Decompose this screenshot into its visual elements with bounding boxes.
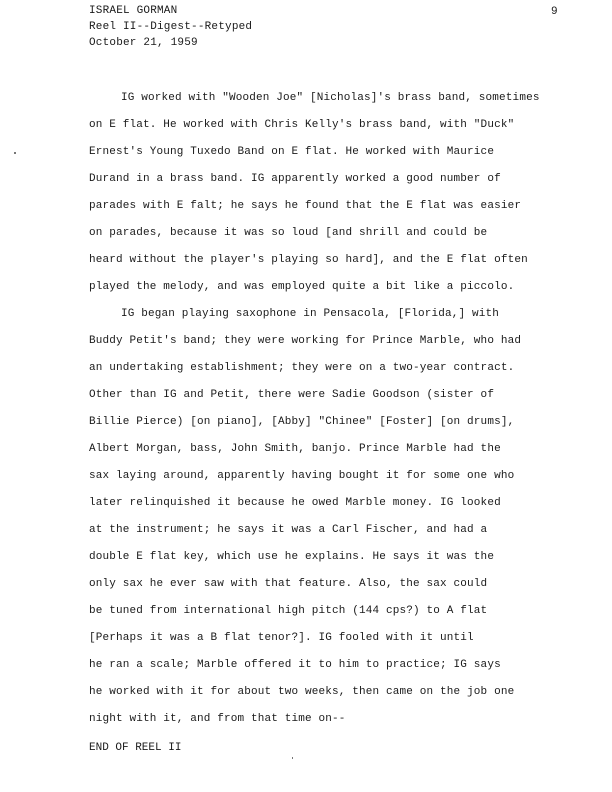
text-line: an undertaking establishment; they were on a two-year contract. (89, 362, 515, 374)
text-line: only sax he ever saw with that feature. Also, the sax could (89, 578, 488, 590)
text-line: Albert Morgan, bass, John Smith, banjo. Prince Marble had the (89, 443, 501, 455)
text-line: on parades, because it was so loud [and shrill and could be (89, 227, 488, 239)
end-of-reel-note: END OF REEL II (89, 742, 182, 754)
paragraph (89, 301, 559, 733)
text-line: later relinquished it because he owed Marble money. IG looked (89, 497, 501, 509)
text-line: played the melody, and was employed quite a bit like a piccolo. (89, 281, 515, 293)
text-line: sax laying around, apparently having bought it for some one who (89, 470, 515, 482)
interview-date: October 21, 1959 (89, 37, 198, 49)
text-line: on E flat. He worked with Chris Kelly's brass band, with "Duck" (89, 119, 515, 131)
page-header (89, 3, 252, 51)
reel-label: Reel II--Digest--Retyped (89, 21, 253, 33)
text-line: he worked with it for about two weeks, then came on the job one (89, 686, 515, 698)
text-line: Billie Pierce) [on piano], [Abby] "Chinee" [Foster] [on drums], (89, 416, 515, 428)
body-text (89, 85, 559, 733)
scan-speck (14, 152, 16, 154)
interviewee-name: ISRAEL GORMAN (89, 5, 178, 17)
text-line: Buddy Petit's band; they were working for Prince Marble, who had (89, 335, 522, 347)
text-line: [Perhaps it was a B flat tenor?]. IG fooled with it until (89, 632, 474, 644)
text-line: at the instrument; he says it was a Carl Fischer, and had a (89, 524, 488, 536)
text-line: parades with E falt; he says he found that the E flat was easier (89, 200, 522, 212)
text-line: IG began playing saxophone in Pensacola, [Florida,] with (121, 308, 500, 320)
paragraph (89, 85, 559, 301)
text-line: he ran a scale; Marble offered it to him to practice; IG says (89, 659, 501, 671)
text-line: be tuned from international high pitch (144 cps?) to A flat (89, 605, 488, 617)
page-number: 9 (551, 6, 558, 18)
text-line: night with it, and from that time on-- (89, 713, 346, 725)
text-line: Ernest's Young Tuxedo Band on E flat. He worked with Maurice (89, 146, 495, 158)
text-line: heard without the player's playing so hard], and the E flat often (89, 254, 528, 266)
text-line: Other than IG and Petit, there were Sadie Goodson (sister of (89, 389, 495, 401)
text-line: Durand in a brass band. IG apparently worked a good number of (89, 173, 501, 185)
text-line: IG worked with "Wooden Joe" [Nicholas]'s brass band, sometimes (121, 92, 540, 104)
scan-speck (292, 757, 293, 759)
text-line: double E flat key, which use he explains. He says it was the (89, 551, 495, 563)
